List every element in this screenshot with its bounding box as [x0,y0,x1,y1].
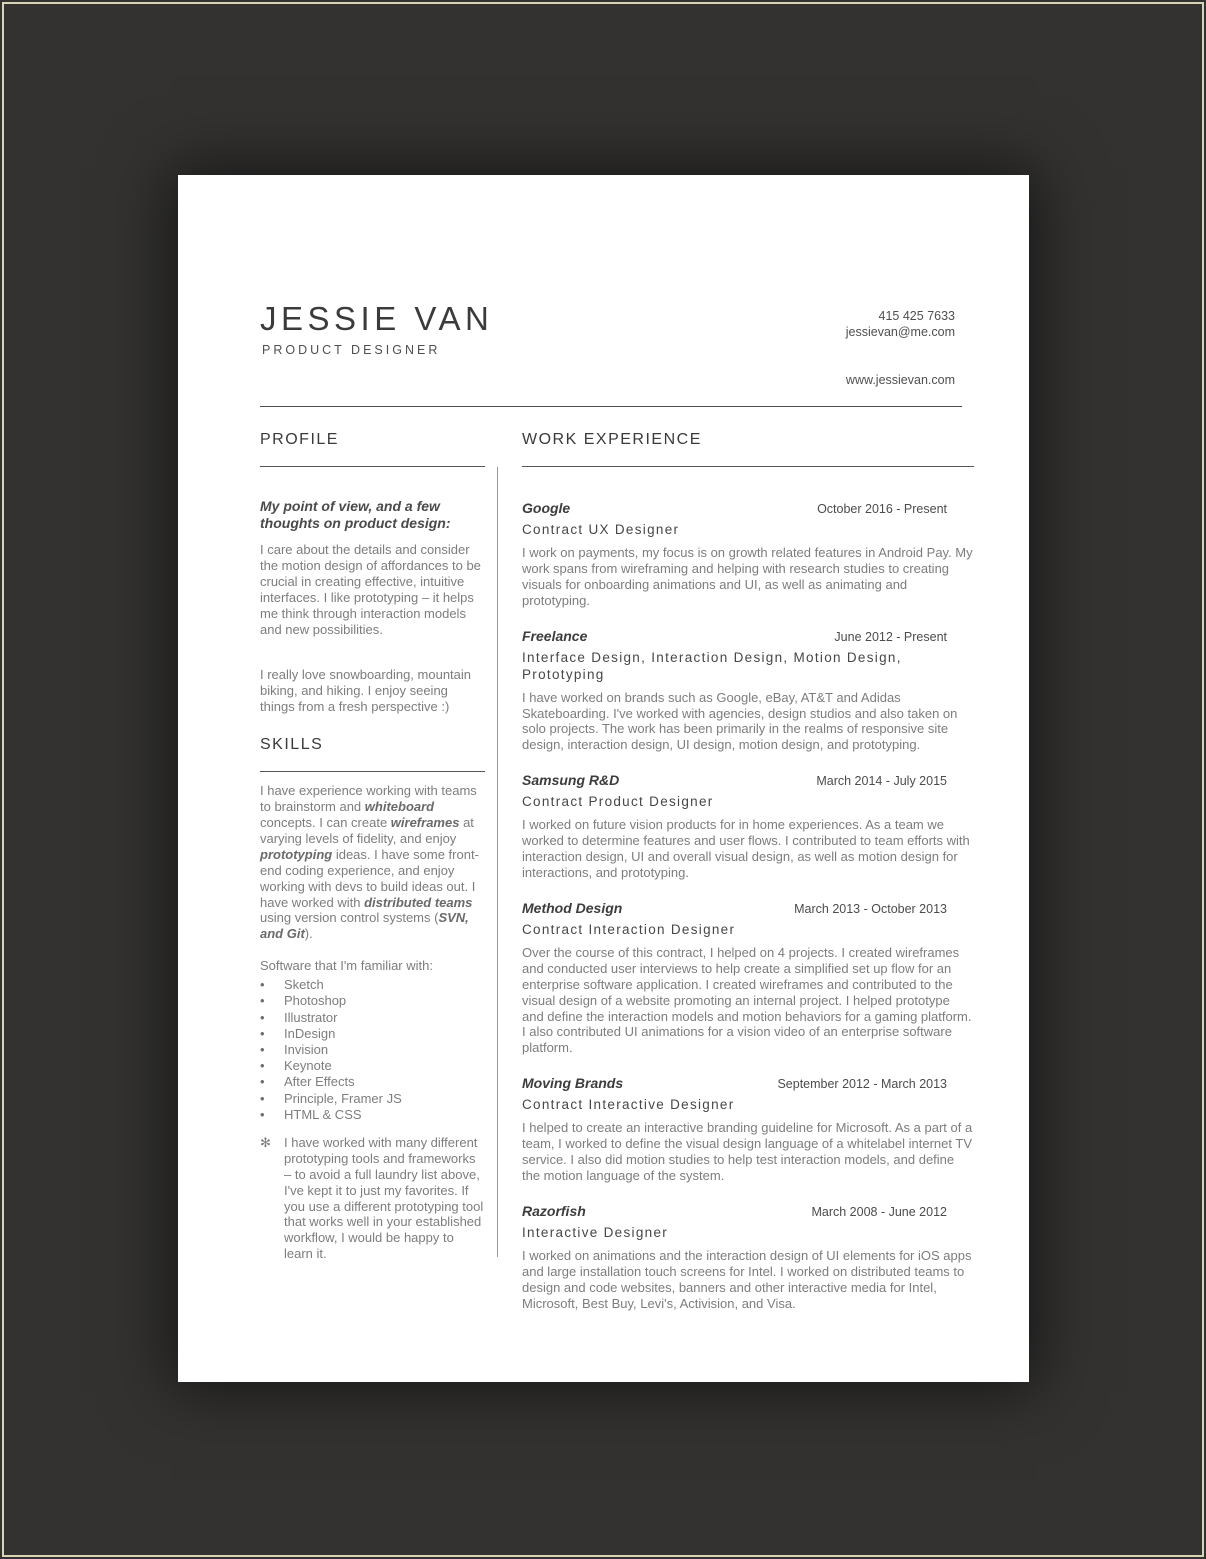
software-name: Invision [284,1041,329,1057]
skills-summary: I have experience working with teams to brainstorm and whiteboard concepts. I can create wireframes at varying levels of fidelity, and enjoy prototyping ideas. I have some front-end coding experience, and enjoy working with devs to build ideas out. I have worked with distributed teams using version control systems (SVN, and Git). [260,783,479,942]
date-range: October 2016 - Present [817,502,947,516]
date-range: September 2012 - March 2013 [777,1077,947,1092]
software-name: Principle, Framer JS [284,1090,402,1106]
job-description: Over the course of this contract, I helped on 4 projects. I created wireframes and conducted user interviews to help create a simplified set up flow for an enterprise software application. I created wireframes and contributed to the visual design of a website promoting an internal project. I helped prototype and define the interaction models and motion behaviors for a gaming platform. I also contributed UI animations for a vision video of an enterprise software platform. [522,944,972,1056]
company-name: Moving Brands [522,1075,624,1092]
job-title: Contract Interactive Designer [522,1097,735,1113]
experience-entry [522,628,974,754]
person-title: PRODUCT DESIGNER [262,343,441,357]
experience-entry [522,772,974,881]
profile-intro: My point of view, and a few thoughts on product design: [260,498,451,531]
company-name: Freelance [522,627,588,644]
left-column [260,430,485,1262]
software-list-item [260,977,485,993]
website-url: www.jessievan.com [845,373,955,387]
experience-entry-header [522,1203,974,1220]
job-description: I have worked on brands such as Google, eBay, AT&T and Adidas Skateboarding. I've worked with agencies, design studios and also taken on solo projects. The work has been primarily in the realms of responsive site design, interaction design, UI design, motion design, and prototyping. [522,689,958,753]
email-address: jessievan@me.com [845,325,955,339]
experience-entry-header [522,772,974,789]
software-name: Illustrator [284,1009,338,1025]
bullet-icon: • [260,1074,265,1090]
bullet-icon: • [260,1090,265,1106]
work-experience-rule [522,466,974,467]
bullet-icon: • [260,1041,265,1057]
software-list [260,977,485,1123]
job-description: I worked on future vision products for in home experiences. As a team we worked to determine features and user flows. I contributed to team efforts with interaction design, UI and overall visual design, as well as motion design for interactions, and prototyping. [522,817,970,880]
profile-section-rule [260,466,485,467]
company-name: Razorfish [522,1202,586,1219]
bullet-icon: • [260,1058,265,1074]
software-name: Sketch [284,977,324,993]
experience-entry [522,1203,974,1312]
skills-section-heading: SKILLS [260,736,324,754]
date-range: March 2014 - July 2015 [816,774,947,789]
software-list-item [260,993,485,1009]
date-range: March 2013 - October 2013 [794,901,947,916]
date-range: March 2008 - June 2012 [811,1204,947,1219]
software-list-item [260,1058,485,1074]
software-list-item [260,1010,485,1026]
job-title: Interface Design, Interaction Design, Motion Design, Prototyping [522,649,902,682]
company-name: Google [522,500,571,516]
software-name: HTML & CSS [284,1106,362,1122]
right-column [522,430,974,1311]
bullet-icon: • [260,1106,265,1122]
software-list-item [260,1074,485,1090]
job-title: Contract Product Designer [522,794,714,810]
software-name: After Effects [284,1074,355,1090]
job-description: I worked on animations and the interaction design of UI elements for iOS apps and large installation touch screens for Intel. I worked on distributed teams to design and code websites, banners and other interactive media for Intel, Microsoft, Best Buy, Levi's, Activision, and Visa. [522,1247,972,1311]
profile-section-heading: PROFILE [260,431,339,448]
column-divider-line [497,467,498,1257]
experience-entry [522,900,974,1056]
phone-number: 415 425 7633 [878,309,955,323]
profile-paragraph-1: I care about the details and consider the motion design of affordances to be crucial in creating effective, intuitive interfaces. I like prototyping – it helps me think through interaction models and new possibilities. [260,542,481,637]
experience-list [522,500,974,1311]
job-description: I helped to create an interactive branding guideline for Microsoft. As a part of a team, I worked to define the visual design language of a whitelabel internet TV service. I also did motion studies to help test interaction models, and define the motion language of the system. [522,1120,973,1183]
software-list-label: Software that I'm familiar with: [260,958,433,974]
software-name: Photoshop [284,993,347,1009]
skills-footnote [260,1135,485,1262]
job-title: Interactive Designer [522,1224,669,1240]
date-range: June 2012 - Present [834,629,947,644]
software-list-item [260,1026,485,1042]
footnote-text: I have worked with many different prototyping tools and frameworks – to avoid a full laundry list above, I've kept it to just my favorites. If you use a different prototyping tool that works well in your established workflow, I would be happy to learn it. [284,1134,484,1262]
header-name-block [260,301,493,357]
person-name: JESSIE VAN [260,300,494,337]
experience-entry [522,500,974,609]
company-name: Samsung R&D [522,772,620,789]
work-experience-heading: WORK EXPERIENCE [522,431,702,448]
software-list-item [260,1107,485,1123]
bullet-icon: • [260,1009,265,1025]
software-list-item [260,1042,485,1058]
resume-page [178,175,1029,1382]
experience-entry-header [522,500,974,517]
job-title: Contract Interaction Designer [522,921,736,937]
company-name: Method Design [522,899,623,916]
software-name: InDesign [284,1025,336,1041]
bullet-icon: • [260,1025,265,1041]
experience-entry-header [522,1075,974,1092]
profile-paragraph-2: I really love snowboarding, mountain biking, and hiking. I enjoy seeing things from a fresh perspective :) [260,667,472,715]
software-list-item [260,1091,485,1107]
job-description: I work on payments, my focus is on growth related features in Android Pay. My work spans from wireframing and helping with research studies to creating visuals for onboarding animations and UI, as well as animating and prototyping. [522,545,973,608]
skills-section-rule [260,771,485,772]
experience-entry [522,1075,974,1184]
software-name: Keynote [284,1058,332,1074]
bullet-icon: • [260,977,265,993]
bullet-icon: • [260,993,265,1009]
contact-block [846,308,955,388]
header-divider-rule [260,406,962,407]
asterisk-icon: ✻ [260,1134,271,1150]
job-title: Contract UX Designer [522,522,680,537]
experience-entry-header [522,900,974,917]
experience-entry-header [522,628,974,645]
